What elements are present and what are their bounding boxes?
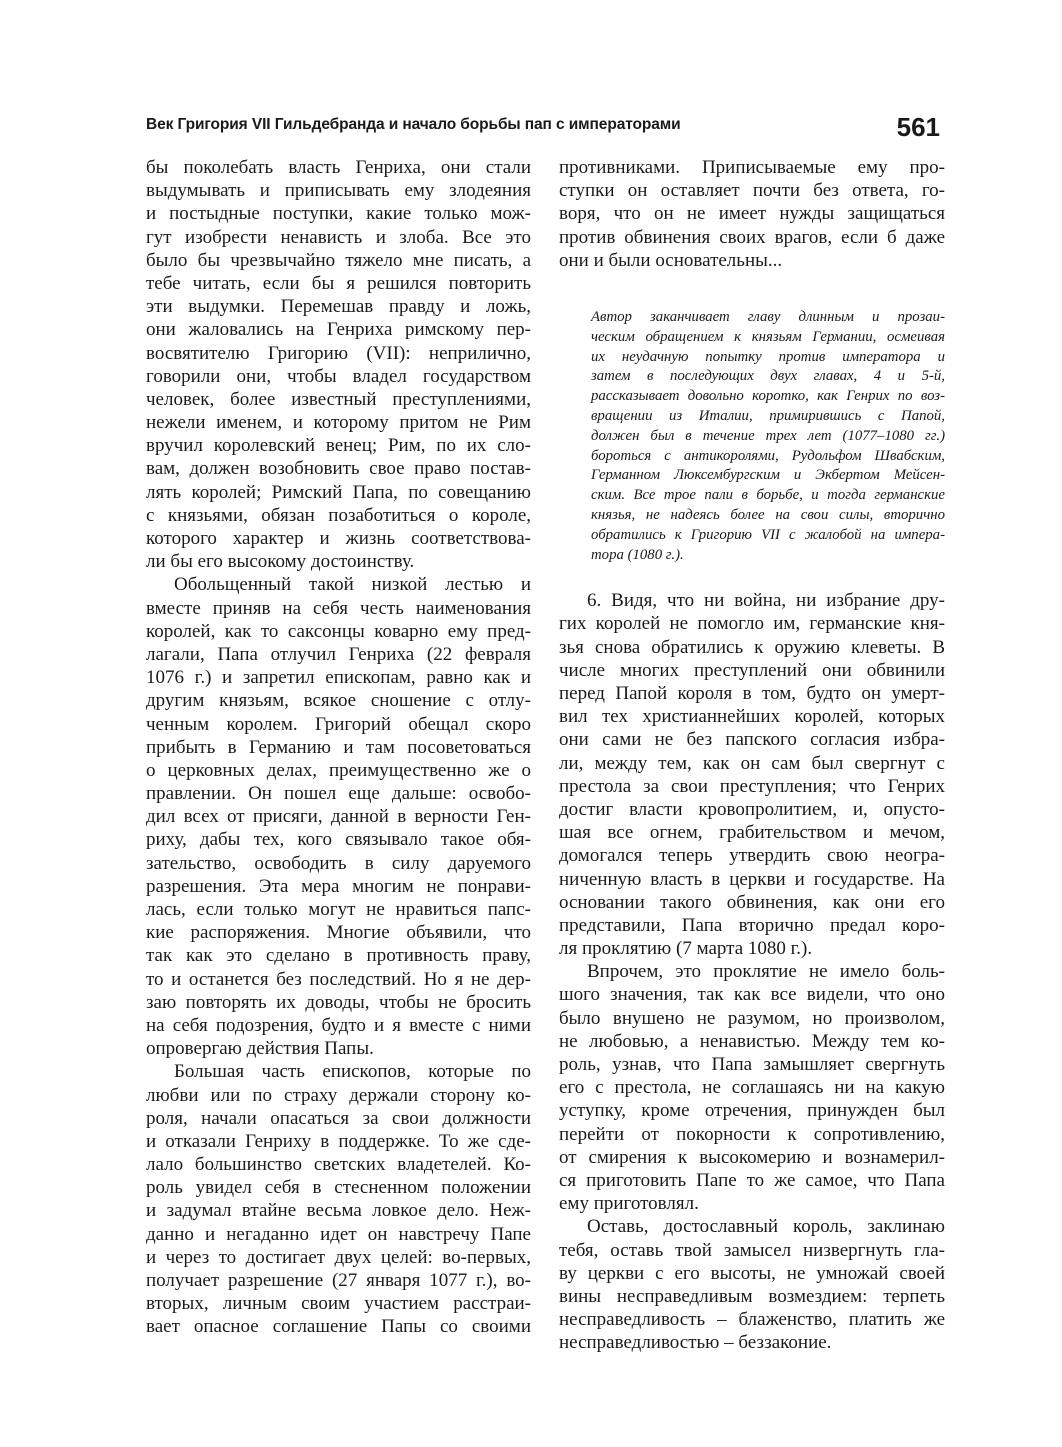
text-line: тора (1080 г.). xyxy=(591,546,684,563)
text-line: и задумал втайне весьма ловкое дело. Неж- xyxy=(146,1200,531,1222)
text-line: тебе читать, если бы я решился повторить xyxy=(146,272,531,294)
text-line: лало большинство светских владетелей. Ко- xyxy=(146,1154,531,1176)
text-line: противниками. Приписываемые ему про- xyxy=(559,157,945,178)
text-line: рассказывает довольно коротко, как Генрих по воз- xyxy=(591,388,945,405)
text-line: против обвинения своих врагов, если б даже xyxy=(559,226,945,248)
text-line: вместе приняв на себя честь наименования xyxy=(146,597,531,619)
text-line: их неудачную попытку против императора и xyxy=(591,348,945,365)
text-line: другим князьям, всякое сношение с отлу- xyxy=(146,690,531,712)
text-line: говорили они, чтобы владел государством xyxy=(146,365,531,387)
text-line: эти выдумки. Перемешав правду и ложь, xyxy=(146,296,531,318)
text-line: должен был в течение трех лет (1077–1080 гг.) xyxy=(591,427,945,444)
text-line: перед Папой короля в том, будто он умерт- xyxy=(559,683,945,705)
text-line: лась, если только могут не нравиться папс- xyxy=(146,899,531,920)
running-head: Век Григория VII Гильдебранда и начало борьбы пап с императорами xyxy=(146,116,681,133)
text-line: человек, более известный преступлениями, xyxy=(146,388,531,410)
text-line: представили, Папа вторично предал коро- xyxy=(559,914,945,936)
text-line: бороться с антикоролями, Рудольфом Швабским, xyxy=(591,447,945,464)
text-line: королей, как то саксонцы коварно ему пред- xyxy=(146,620,531,642)
text-line: ским. Все трое пали в борьбе, и тогда германские xyxy=(591,487,945,504)
text-line: вины несправедливым возмездием: терпеть xyxy=(559,1285,945,1307)
left-column-text xyxy=(146,156,531,1339)
text-line: то и останется без последствий. Но я не дер- xyxy=(146,968,531,990)
text-line: не любовью, а ненавистью. Между тем ко- xyxy=(559,1030,945,1052)
text-line: они и были основательны... xyxy=(559,249,783,271)
text-line: его с престола, не соглашаясь ни на какую xyxy=(559,1077,945,1099)
text-line: ступки он оставляет почти без ответа, го- xyxy=(559,180,945,202)
text-line: выдумывать и приписывать ему злодеяния xyxy=(146,180,531,202)
text-line: достиг власти кровопролитием, и, опусто- xyxy=(559,798,945,820)
text-line: нежели именем, и которому притом не Рим xyxy=(146,412,531,434)
right-column xyxy=(559,156,945,1354)
text-line: дил всех от присяги, данной в верности Ген- xyxy=(146,806,531,828)
text-line: и отказали Генриху в поддержке. То же сде- xyxy=(146,1130,531,1152)
text-line: 6. Видя, что ни война, ни избрание дру- xyxy=(587,590,945,612)
text-line: бы поколебать власть Генриха, они стали xyxy=(146,157,531,178)
text-line: вручил королевский венец; Рим, по их сло- xyxy=(146,435,531,457)
text-line: о церковных делах, преимущественно же о xyxy=(146,759,531,781)
text-line: вторых, личным своим участием расстраи- xyxy=(146,1293,531,1315)
text-line: кие распоряжения. Многие объявили, что xyxy=(146,922,531,944)
text-line: зья снова обратились к оружию клеветы. В xyxy=(559,636,945,658)
text-line: они жаловались на Генриха римскому пер- xyxy=(146,319,531,341)
text-line: основании такого обвинения, как они его xyxy=(559,891,945,913)
text-line: обратились к Григорию VII с жалобой на импера- xyxy=(591,526,945,543)
right-column-text-top xyxy=(559,156,945,272)
text-line: ниченную власть в церкви и государстве. На xyxy=(559,868,945,890)
text-line: вил тех христианнейших королей, которых xyxy=(559,706,945,728)
text-line: князья, не надеясь более на свои силы, вторично xyxy=(591,506,945,523)
chapter-summary xyxy=(559,308,945,565)
text-line: лять королей; Римский Папа, по совещанию xyxy=(146,481,531,503)
text-line: престола за свои преступления; что Генрих xyxy=(559,775,945,797)
text-line: Впрочем, это проклятие не имело боль- xyxy=(587,961,945,983)
text-line: роль, узнав, что Папа замышляет свергнуть xyxy=(559,1054,945,1076)
page-number: 561 xyxy=(896,112,940,142)
left-column xyxy=(146,156,531,1339)
text-line: домогался теперь утвердить свою неогра- xyxy=(559,845,945,867)
right-column-text-bottom xyxy=(559,589,945,1354)
text-line: несправедливостью – беззаконие. xyxy=(559,1332,832,1354)
text-line: гих королей не помогло им, германские кня- xyxy=(559,613,945,635)
text-line: вам, должен возобновить свое право постав- xyxy=(146,458,531,480)
text-line: зательство, освободить в силу даруемого xyxy=(146,852,531,874)
text-line: шая все огнем, грабительством и мечом, xyxy=(559,822,945,844)
text-line: риху, дабы тех, кого связывало такое обя- xyxy=(146,829,531,851)
text-line: и постыдные поступки, какие только мож- xyxy=(146,203,531,225)
text-line: было бы чрезвычайно тяжело мне писать, а xyxy=(146,249,531,271)
text-line: с князьями, обязан позаботиться о короле, xyxy=(146,504,531,526)
text-line: разрешения. Эта мера многим не понрави- xyxy=(146,875,531,897)
text-line: получает разрешение (27 января 1077 г.), во- xyxy=(146,1270,531,1291)
text-line: роля, начали опасаться за свои должности xyxy=(146,1107,531,1129)
text-line: Оставь, достославный король, заклинаю xyxy=(587,1216,945,1238)
text-line: было внушено не разумом, но произволом, xyxy=(559,1007,945,1029)
text-line: Автор заканчивает главу длинным и прозаи- xyxy=(591,308,945,325)
text-line: прибыть в Германию и там посоветоваться xyxy=(146,736,531,758)
text-line: Большая часть епископов, которые по xyxy=(174,1061,531,1083)
text-line: шого значения, так как все видели, что оно xyxy=(559,984,945,1006)
text-line: затем в последующих двух главах, 4 и 5-й, xyxy=(591,368,945,385)
text-line: ческим обращением к князьям Германии, осмеивая xyxy=(591,328,945,345)
text-line: вращении из Италии, примирившись с Папой, xyxy=(591,407,945,424)
text-line: 1076 г.) и запретил епископам, равно как и xyxy=(146,667,531,689)
text-line: ля проклятию (7 марта 1080 г.). xyxy=(559,938,813,960)
text-line: воря, что он не имеет нужды защищаться xyxy=(559,203,945,225)
text-line: на себя подозрения, будто и я вместе с ними xyxy=(146,1014,531,1036)
text-line: так как это сделано в противность праву, xyxy=(146,945,531,967)
text-line: которого характер и жизнь соответствова- xyxy=(146,528,531,549)
text-line: восвятителю Григорию (VII): неприлично, xyxy=(146,342,531,364)
text-line: вает опасное соглашение Папы со своими xyxy=(146,1316,531,1338)
text-line: ему приготовлял. xyxy=(559,1193,699,1215)
text-line: тебя, оставь твой замысел низвергнуть гла- xyxy=(559,1239,945,1261)
text-line: и через то достигает двух целей: во-первых, xyxy=(146,1246,531,1268)
text-line: данно и негаданно идет он навстречу Папе xyxy=(146,1223,531,1245)
text-line: перейти от покорности к сопротивлению, xyxy=(559,1123,945,1145)
text-line: уступку, кроме отречения, принужден был xyxy=(559,1100,945,1122)
text-line: гут изобрести ненависть и злоба. Все это xyxy=(146,226,531,248)
text-line: заю повторять их доводы, чтобы не бросить xyxy=(146,991,531,1013)
text-line: опровергаю действия Папы. xyxy=(146,1038,374,1060)
text-line: ченным королем. Григорий обещал скоро xyxy=(146,713,531,735)
text-line: Германном Люксембургским и Экбертом Мейсен- xyxy=(591,467,945,484)
text-line: от смирения к высокомерию и вознамерил- xyxy=(559,1146,945,1168)
text-line: числе многих преступлений они обвинили xyxy=(559,659,945,681)
text-line: ву церкви с его высоты, не умножай своей xyxy=(559,1262,945,1284)
text-line: роль увидел себя в стесненном положении xyxy=(146,1177,531,1199)
text-line: ли, между тем, как он сам был свергнут с xyxy=(559,752,945,774)
text-line: ли бы его высокому достоинству. xyxy=(146,551,415,573)
text-line: несправедливость – блаженство, платить же xyxy=(559,1309,945,1331)
text-line: лагали, Папа отлучил Генриха (22 февраля xyxy=(146,643,531,665)
text-line: правлении. Он пошел еще дальше: освобо- xyxy=(146,783,531,805)
text-line: Обольщенный такой низкой лестью и xyxy=(174,574,531,596)
text-line: ся приготовить Папе то же самое, что Папа xyxy=(559,1169,945,1191)
text-line: они сами не без папского согласия избра- xyxy=(559,729,945,751)
text-line: любви или по страху держали сторону ко- xyxy=(146,1084,531,1106)
